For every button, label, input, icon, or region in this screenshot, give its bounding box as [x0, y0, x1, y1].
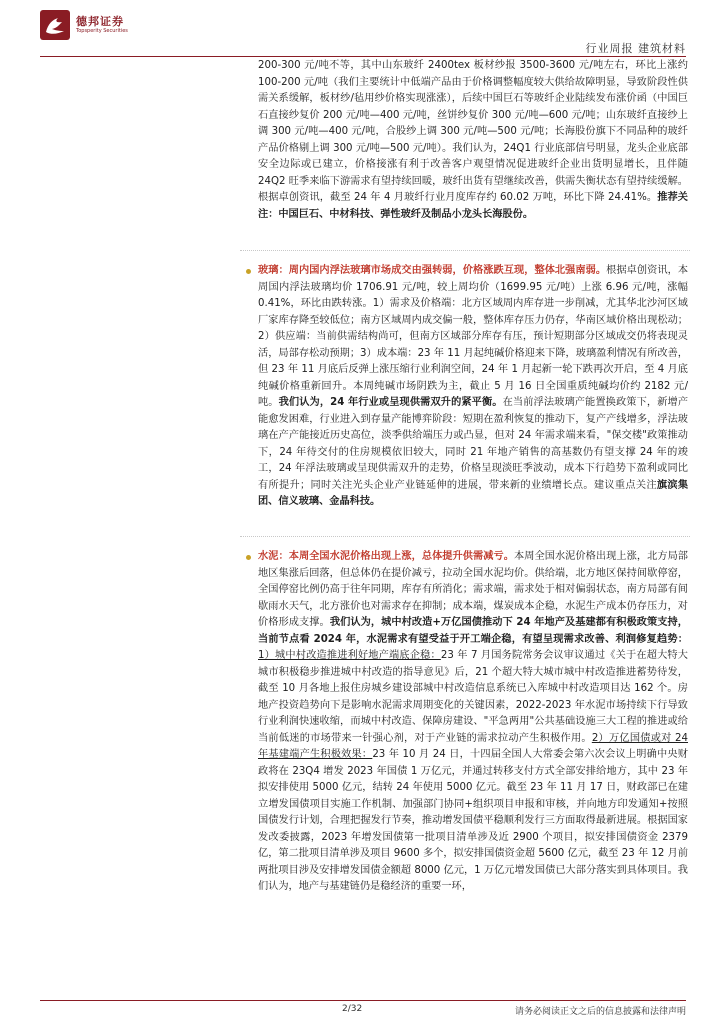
cement-paragraph	[258, 549, 688, 896]
report-type: 行业周报 建筑材料	[585, 42, 686, 55]
bullet-glass-icon	[246, 269, 251, 274]
glass-paragraph	[258, 263, 688, 511]
cement-point-2-text: 23 年 10 月 24 日，十四届全国人大常委会第六次会议上明确中央财政将在 23Q4 增发 2023 年国债 1 万亿元，并通过转移支付方式全部安排给地方，其中 23 年拟安排使用 5000 亿元，结转 24 年使用 5000 亿元。截至 23 年 11 月 17 日，财政部已在建立增发国债项目实施工作机制、加强部门协同+组织项目申报和审核，并向地方印发通知+按照国债发行计划，合理把握发行节奏，推动增发国债平稳顺利发行三方面取得最新进展。根据国家发改委披露，2023 年增发国债第一批项目清单涉及近 2900 个项目，拟安排国债资金 2379 亿，第二批项目清单涉及项目 9600 多个，拟安排国债资金超 5600 亿元，截至 23 年 12 月前两批项目涉及安排增发国债金额超 8000 亿元，1 万亿元增发国债已大部分落实到具体项目。我们认为，地产与基建链仍是稳经济的重要一环，	[258, 749, 688, 892]
bullet-cement-icon	[246, 555, 251, 560]
page-number: 2/32	[342, 1004, 363, 1014]
logo-cn: 德邦证券	[76, 15, 124, 28]
header-divider	[40, 56, 686, 57]
cement-heading: 水泥：本周全国水泥价格出现上涨，总体提升供需减亏。	[258, 551, 514, 562]
cement-text-1: 本周全国水泥价格出现上涨，北方局部地区集涨后回落，但总体仍在提价减亏，拉动全国水泥均价。供给端，北方地区保持间歇停窑，全国停窑比例仍高于往年同期，库存有所消化；需求端，需求处于相对偏弱状态，南方局部有间歇雨水天气，北方涨价也对需求存在抑制；成本端，煤炭成本企稳，水泥生产成本仍存压力，对价格形成支撑。	[258, 551, 688, 628]
cement-point-1-title: 1）城中村改造推进利好地产端底企稳：	[258, 650, 441, 661]
glass-fiber-recommend: 推荐关注：中国巨石、中材科技、弹性玻纤及制品小龙头长海股份。	[258, 192, 688, 220]
cement-view: 我们认为，城中村改造+万亿国债推动下 24 年地产及基建都有积极政策支持，当前节点看 2024 年，水泥需求有望受益于开工端企稳，有望呈现需求改善、利润修复趋势：	[258, 617, 688, 645]
cement-point-1-text: 23 年 7 月国务院常务会议审议通过《关于在超大特大城市积极稳步推进城中村改造的指导意见》后，21 个超大特大城市城中村改造推进蓄势待发，截至 10 月各地上报住房城乡建设部城中村改造信息系统已入库城中村改造项目达 162 个。房地产投资趋势向下是影响水泥需求周期变化的关键因素，2022-2023 年水泥市场持续下行导致行业利润快速收缩，而城中村改造、保障房建设、"平急两用"公共基础设施三大工程的推进或给当前低迷的市场带来一针强心剂，对于产业链的需求拉动产生积极作用。	[258, 650, 688, 744]
glass-view: 我们认为，24 年行业或呈现供需双升的紧平衡。	[278, 397, 503, 408]
section-divider	[240, 250, 690, 251]
page-header	[0, 0, 724, 60]
glass-fiber-paragraph	[258, 58, 688, 223]
section-divider	[240, 536, 690, 537]
glass-text-1: 根据卓创资讯，本周国内浮法玻璃均价 1706.91 元/吨，较上周均价（1699.95 元/吨）上涨 6.96 元/吨，涨幅 0.41%，环比由跌转涨。1）需求及价格端：北方区域周内库存进一步削减，尤其华北沙河区域厂家库存降至较低位；南方区域周内成交偏一般，整体库存压力仍存，华南区域价格出现松动；2）供应端：当前供需结构尚可，但南方区域部分库存有压，预计短期部分区域成交仍将表现灵活，局部存松动预期；3）成本端：23 年 11 月起纯碱价格迎来下降，玻璃盈利情况有所改善，但 23 年 11 月底后反弹上涨压缩行业利润空间，24 年 1 月起新一轮下跌再次开启，至 4 月底纯碱价格重新回升。本周纯碱市场阴跌为主，截止 5 月 16 日全国重质纯碱均价约 2182 元/吨。	[258, 265, 689, 408]
glass-heading: 玻璃：周内国内浮法玻璃市场成交由强转弱，价格涨跌互现，整体北强南弱。	[258, 265, 607, 276]
logo-en: Topsperity Securities	[76, 28, 128, 34]
footer-divider	[40, 1000, 686, 1001]
cement-point-2-title: 2）万亿国债或对 24 年基建端产生积极效果：	[258, 732, 689, 760]
logo	[40, 10, 128, 40]
glass-text-2: 在当前浮法玻璃产能置换政策下，新增产能愈发困难，行业进入到存量产能博弈阶段：短期在盈利恢复的推动下，复产产线增多，浮法玻璃在产产能接近历史高位，淡季供给端压力或凸显，但对 24 年需求端来看，"保交楼"政策推动下，24 年待交付的住房规模依旧较大，同时 21 年地产销售的高基数仍有望支撑 24 年的竣工，24 年浮法玻璃或呈现供需双升的走势，价格呈现淡旺季波动，成本下行趋势下盈利或同比有所提升；同时关注光头企业产业链延伸的进展，带来新的业绩增长点。建议重点关注	[258, 397, 689, 491]
dragon-logo-icon	[40, 10, 70, 40]
disclaimer: 请务必阅读正文之后的信息披露和法律声明	[514, 1007, 686, 1017]
glass-recommend: 旗滨集团、信义玻璃、金晶科技。	[258, 479, 689, 507]
glass-fiber-text: 200-300 元/吨不等，其中山东玻纤 2400tex 板材纱报 3500-3600 元/吨左右，环比上涨约 100-200 元/吨（我们主要统计中低端产品由于价格调整幅度较大供给故障明显，导致阶段性供需关系缓解，板材纱/毡用纱价格实现涨涨），后续中国巨石等玻纤企业陆续发布涨价函（中国巨石直接纱复价 200 元/吨—400 元/吨，丝饼纱复价 300 元/吨—600 元/吨；山东玻纤直接纱上调 300 元/吨—400 元/吨，合股纱上调 300 元/吨—500 元/吨；长海股份旗下不同品种的玻纤产品价格剔上调 300 元/吨—500 元/吨）。我们认为，24Q1 行业底部信号明显，龙头企业底部安全边际或已建立，价格接涨有利于改善客户观望情况促进玻纤企业出货明显增长，且伴随 24Q2 旺季来临下游需求有望持续回暖，玻纤出货有望继续改善，供需失衡状态有望持续缓解。根据卓创资讯，截至 24 年 4 月玻纤行业月度库存约 60.02 万吨，环比下降 24.41%。	[258, 60, 688, 203]
